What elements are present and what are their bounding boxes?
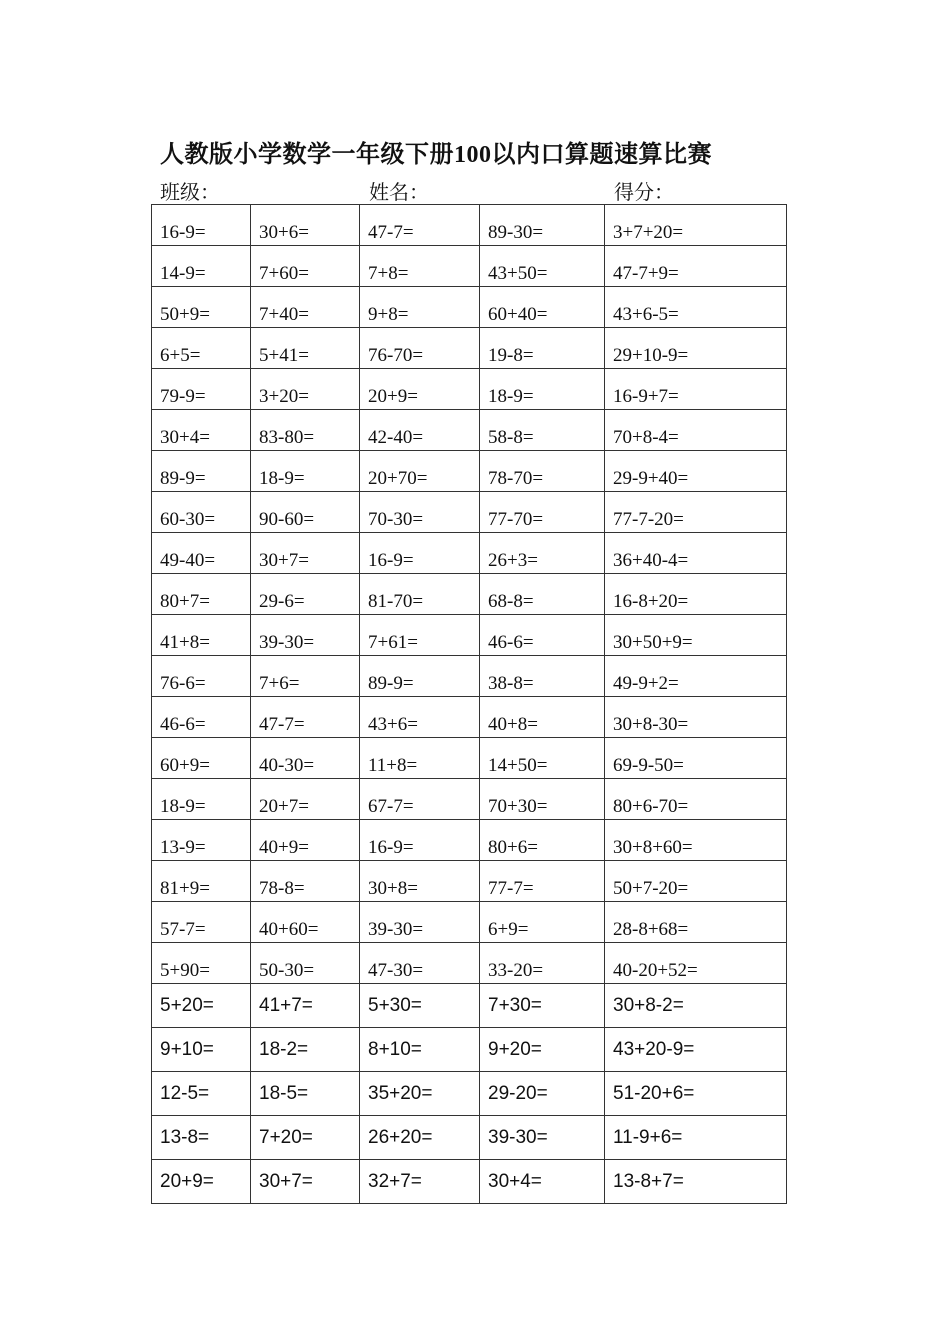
problem-row xyxy=(152,492,787,533)
problem-row xyxy=(152,656,787,697)
problem-cell: 40-20+52= xyxy=(605,943,787,984)
problem-cell: 29-6= xyxy=(251,574,360,615)
problem-cell: 30+7= xyxy=(251,533,360,574)
problem-cell: 6+9= xyxy=(480,902,605,943)
problem-cell: 81-70= xyxy=(360,574,480,615)
problem-cell: 47-7+9= xyxy=(605,246,787,287)
problem-cell: 83-80= xyxy=(251,410,360,451)
problem-cell: 40-30= xyxy=(251,738,360,779)
problem-row xyxy=(152,205,787,246)
problem-cell: 7+40= xyxy=(251,287,360,328)
problem-cell: 16-9+7= xyxy=(605,369,787,410)
problem-cell: 26+20= xyxy=(360,1116,480,1160)
problem-cell: 3+20= xyxy=(251,369,360,410)
problem-row xyxy=(152,779,787,820)
problem-row xyxy=(152,820,787,861)
problem-cell: 77-7-20= xyxy=(605,492,787,533)
problem-cell: 7+6= xyxy=(251,656,360,697)
problem-cell: 39-30= xyxy=(251,615,360,656)
problem-cell: 67-7= xyxy=(360,779,480,820)
problem-cell: 50+7-20= xyxy=(605,861,787,902)
problem-cell: 18-5= xyxy=(251,1072,360,1116)
problem-cell: 38-8= xyxy=(480,656,605,697)
problem-cell: 3+7+20= xyxy=(605,205,787,246)
problem-row xyxy=(152,328,787,369)
problem-cell: 39-30= xyxy=(480,1116,605,1160)
problem-cell: 78-70= xyxy=(480,451,605,492)
problem-cell: 9+10= xyxy=(152,1028,251,1072)
problem-cell: 6+5= xyxy=(152,328,251,369)
problem-cell: 70-30= xyxy=(360,492,480,533)
problem-cell: 33-20= xyxy=(480,943,605,984)
problem-row xyxy=(152,369,787,410)
problem-cell: 20+70= xyxy=(360,451,480,492)
problem-cell: 43+50= xyxy=(480,246,605,287)
problem-cell: 18-2= xyxy=(251,1028,360,1072)
problem-cell: 89-9= xyxy=(152,451,251,492)
class-field-label: 班级： xyxy=(160,182,220,204)
problem-cell: 20+9= xyxy=(360,369,480,410)
problem-cell: 60+9= xyxy=(152,738,251,779)
problem-cell: 11-9+6= xyxy=(605,1116,787,1160)
problem-cell: 13-8+7= xyxy=(605,1160,787,1204)
problem-cell: 51-20+6= xyxy=(605,1072,787,1116)
problem-cell: 5+90= xyxy=(152,943,251,984)
problem-cell: 76-70= xyxy=(360,328,480,369)
problem-cell: 35+20= xyxy=(360,1072,480,1116)
problem-cell: 29+10-9= xyxy=(605,328,787,369)
problem-cell: 20+7= xyxy=(251,779,360,820)
problem-row xyxy=(152,287,787,328)
problem-cell: 11+8= xyxy=(360,738,480,779)
problem-cell: 76-6= xyxy=(152,656,251,697)
problem-cell: 5+20= xyxy=(152,984,251,1028)
problem-cell: 32+7= xyxy=(360,1160,480,1204)
problem-cell: 50+9= xyxy=(152,287,251,328)
problem-cell: 13-8= xyxy=(152,1116,251,1160)
problem-row xyxy=(152,697,787,738)
problem-row xyxy=(152,1028,787,1072)
problem-row xyxy=(152,451,787,492)
problem-cell: 30+7= xyxy=(251,1160,360,1204)
problem-cell: 9+8= xyxy=(360,287,480,328)
problem-cell: 41+8= xyxy=(152,615,251,656)
problem-cell: 70+8-4= xyxy=(605,410,787,451)
problem-cell: 28-8+68= xyxy=(605,902,787,943)
problem-row xyxy=(152,574,787,615)
problem-cell: 90-60= xyxy=(251,492,360,533)
problem-cell: 80+7= xyxy=(152,574,251,615)
problem-cell: 7+8= xyxy=(360,246,480,287)
problem-cell: 29-20= xyxy=(480,1072,605,1116)
problem-cell: 68-8= xyxy=(480,574,605,615)
problem-row xyxy=(152,1160,787,1204)
problem-cell: 7+30= xyxy=(480,984,605,1028)
problem-cell: 49-9+2= xyxy=(605,656,787,697)
problem-cell: 18-9= xyxy=(152,779,251,820)
problem-cell: 89-30= xyxy=(480,205,605,246)
problem-cell: 20+9= xyxy=(152,1160,251,1204)
problem-cell: 7+60= xyxy=(251,246,360,287)
problem-cell: 7+20= xyxy=(251,1116,360,1160)
problem-cell: 80+6= xyxy=(480,820,605,861)
problem-cell: 12-5= xyxy=(152,1072,251,1116)
problem-cell: 29-9+40= xyxy=(605,451,787,492)
problem-table-body xyxy=(152,205,787,1204)
problem-cell: 13-9= xyxy=(152,820,251,861)
problem-cell: 42-40= xyxy=(360,410,480,451)
problem-cell: 47-30= xyxy=(360,943,480,984)
problem-cell: 7+61= xyxy=(360,615,480,656)
problem-cell: 30+8= xyxy=(360,861,480,902)
problem-cell: 30+8-30= xyxy=(605,697,787,738)
problem-cell: 43+6= xyxy=(360,697,480,738)
score-field-label: 得分： xyxy=(614,182,674,204)
problem-cell: 5+41= xyxy=(251,328,360,369)
problem-cell: 16-8+20= xyxy=(605,574,787,615)
problem-cell: 80+6-70= xyxy=(605,779,787,820)
problem-cell: 30+4= xyxy=(152,410,251,451)
problem-cell: 30+4= xyxy=(480,1160,605,1204)
problem-cell: 81+9= xyxy=(152,861,251,902)
problem-cell: 30+8-2= xyxy=(605,984,787,1028)
problem-cell: 70+30= xyxy=(480,779,605,820)
problem-cell: 58-8= xyxy=(480,410,605,451)
problem-cell: 18-9= xyxy=(251,451,360,492)
problem-cell: 46-6= xyxy=(152,697,251,738)
arithmetic-problem-table xyxy=(151,204,787,1204)
problem-row xyxy=(152,861,787,902)
problem-cell: 19-8= xyxy=(480,328,605,369)
problem-cell: 39-30= xyxy=(360,902,480,943)
problem-cell: 14-9= xyxy=(152,246,251,287)
problem-cell: 78-8= xyxy=(251,861,360,902)
problem-cell: 49-40= xyxy=(152,533,251,574)
problem-cell: 79-9= xyxy=(152,369,251,410)
problem-cell: 16-9= xyxy=(360,820,480,861)
problem-cell: 30+6= xyxy=(251,205,360,246)
problem-cell: 9+20= xyxy=(480,1028,605,1072)
problem-row xyxy=(152,246,787,287)
problem-row xyxy=(152,902,787,943)
problem-cell: 40+9= xyxy=(251,820,360,861)
problem-cell: 89-9= xyxy=(360,656,480,697)
problem-row xyxy=(152,1116,787,1160)
problem-cell: 41+7= xyxy=(251,984,360,1028)
problem-cell: 16-9= xyxy=(152,205,251,246)
problem-row xyxy=(152,615,787,656)
problem-cell: 36+40-4= xyxy=(605,533,787,574)
problem-row xyxy=(152,738,787,779)
problem-cell: 60-30= xyxy=(152,492,251,533)
problem-cell: 43+20-9= xyxy=(605,1028,787,1072)
problem-cell: 30+8+60= xyxy=(605,820,787,861)
name-field-label: 姓名： xyxy=(369,182,429,204)
problem-row xyxy=(152,984,787,1028)
problem-cell: 26+3= xyxy=(480,533,605,574)
problem-cell: 43+6-5= xyxy=(605,287,787,328)
problem-cell: 14+50= xyxy=(480,738,605,779)
problem-row xyxy=(152,1072,787,1116)
problem-cell: 16-9= xyxy=(360,533,480,574)
problem-cell: 60+40= xyxy=(480,287,605,328)
problem-cell: 18-9= xyxy=(480,369,605,410)
problem-cell: 5+30= xyxy=(360,984,480,1028)
problem-row xyxy=(152,410,787,451)
problem-cell: 77-7= xyxy=(480,861,605,902)
worksheet-title: 人教版小学数学一年级下册100以内口算题速算比赛 xyxy=(160,142,712,168)
problem-cell: 47-7= xyxy=(251,697,360,738)
problem-cell: 8+10= xyxy=(360,1028,480,1072)
problem-cell: 77-70= xyxy=(480,492,605,533)
problem-cell: 30+50+9= xyxy=(605,615,787,656)
problem-cell: 50-30= xyxy=(251,943,360,984)
problem-cell: 57-7= xyxy=(152,902,251,943)
problem-cell: 40+8= xyxy=(480,697,605,738)
problem-cell: 46-6= xyxy=(480,615,605,656)
problem-cell: 69-9-50= xyxy=(605,738,787,779)
problem-row xyxy=(152,943,787,984)
problem-row xyxy=(152,533,787,574)
problem-cell: 47-7= xyxy=(360,205,480,246)
problem-cell: 40+60= xyxy=(251,902,360,943)
